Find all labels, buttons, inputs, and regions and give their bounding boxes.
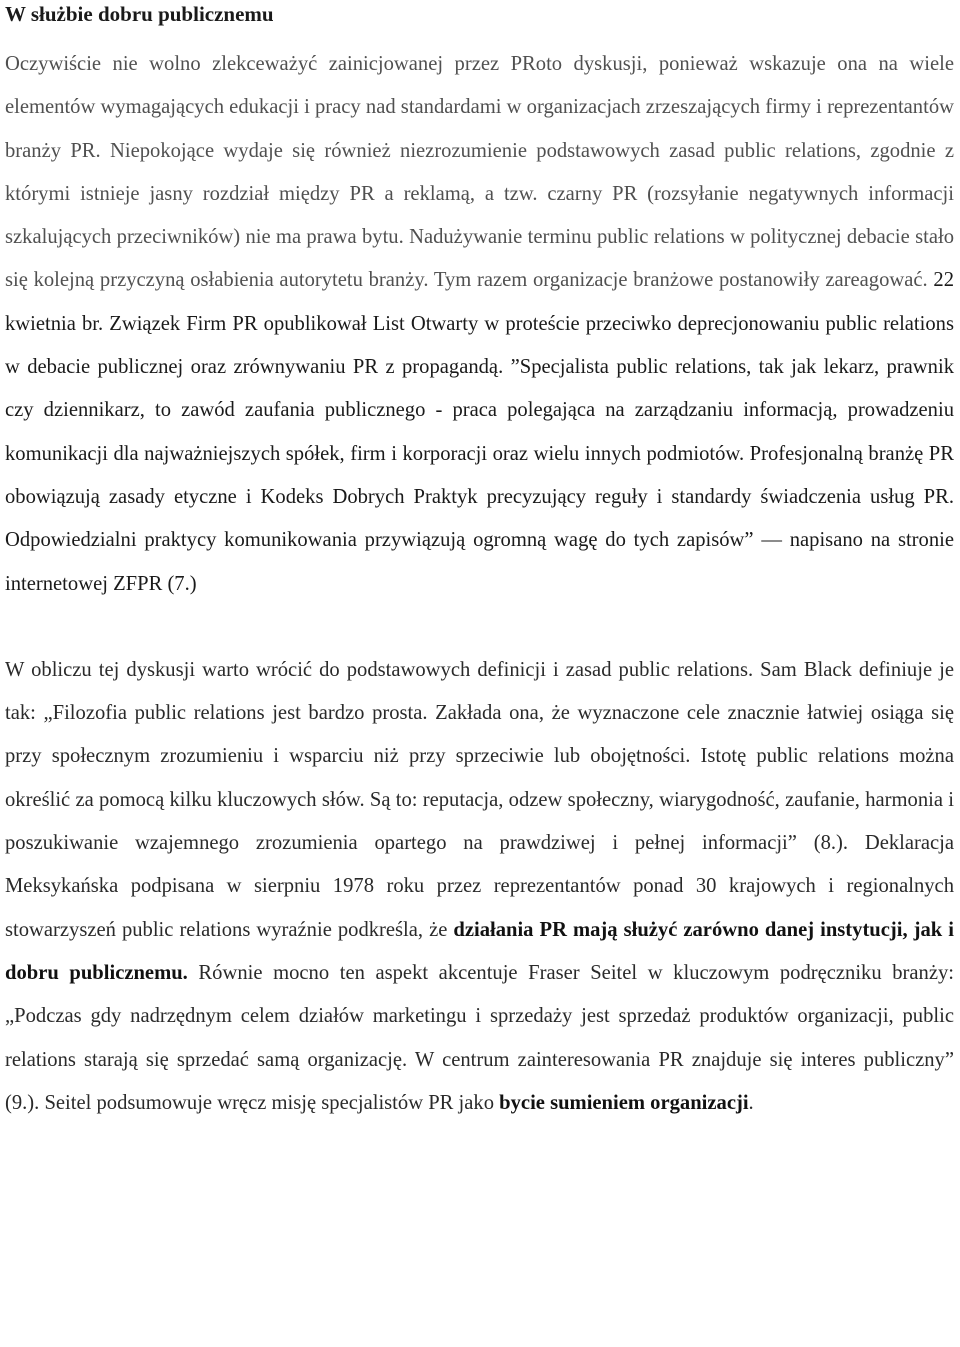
paragraph-1-sentence-3: Nadużywanie terminu public relations w politycznej debacie stało się kolejną przyczyną osłabienia autorytetu branży. Tym razem organizacje branżowe postanowiły zareagować. [5, 226, 954, 292]
paragraph-1-sentence-2: Niepokojące wydaje się również niezrozumienie podstawowych zasad public relations, zgodnie z którymi istnieje jasny rozdział między PR a reklamą, a tzw. czarny PR (rozsyłanie negatywnych informacji szkalujących przeciwników) nie ma prawa bytu. [5, 139, 954, 249]
paragraph-1-sentence-4: 22 kwietnia br. Związek Firm PR opublikował List Otwarty w proteście przeciwko deprecjonowaniu public relations w debacie publicznej oraz zrównywaniu PR z propagandą. ”Specjalista public relations, tak jak lekarz, prawnik czy dziennikarz, to zawód zaufania publicznego - praca polegająca na zarządzaniu informacją, prowadzeniu komunikacji dla najważniejszych spółek, firm i korporacji oraz wielu innych podmiotów. Profesjonalną branżę PR obowiązują zasady etyczne i Kodeks Dobrych Praktyk precyzujący reguły i standardy świadczenia usług PR. Odpowiedzialni praktycy komunikowania przywiązują ogromną wagę do tych zapisów” — napisano na stronie internetowej ZFPR (7.) [5, 269, 954, 595]
section-heading: W służbie dobru publicznemu [5, 2, 274, 26]
paragraph-1-sentence-1: Oczywiście nie wolno zlekceważyć zainicjowanej przez PRoto dyskusji, ponieważ wskazuje ona na wiele elementów wymagających edukacji i pracy nad standardami w organizacjach zrzeszających firmy i reprezentantów branży PR. [5, 53, 954, 162]
paragraph-2-sentence-1: W obliczu tej dyskusji warto wrócić do podstawowych definicji i zasad public relations. Sam Black definiuje je tak: „Filozofia public relations jest bardzo prosta. Zakłada ona, że wyznaczone cele znacznie łatwiej osiąga się przy społecznym zrozumieniu i wsparciu niż przy sprzeciwie lub obojętności. Istotę public relations można określić za pomocą kilku kluczowych słów. Są to: reputacja, odzew społeczny, wiarygodność, zaufanie, harmonia i poszukiwanie wzajemnego zrozumienia opartego na prawdziwej i pełnej informacji” (8.). Deklaracja Meksykańska podpisana w sierpniu 1978 roku przez reprezentantów ponad 30 krajowych i regionalnych stowarzyszeń public relations wyraźnie podkreśla, że [5, 658, 954, 941]
paragraph-2-bold-2: bycie sumieniem organizacji [499, 1091, 749, 1114]
paragraph-1 [5, 43, 954, 606]
paragraph-2-sentence-2: Równie mocno ten aspekt akcentuje Fraser Seitel w kluczowym podręczniku branży: „Podczas gdy nadrzędnym celem działów marketingu i sprzedaży jest sprzedaż produktów organizacji, public relations starają się sprzedać samą organizację. W centrum zainteresowania PR znajduje się interes publiczny” (9.). Seitel podsumowuje wręcz misję specjalistów PR jako [5, 961, 954, 1114]
paragraph-2-bold-1: działania PR mają służyć zarówno danej instytucji, jak i dobru publicznemu. [5, 918, 954, 984]
paragraph-2-end-period: . [748, 1091, 754, 1114]
paragraph-2 [5, 649, 954, 1125]
